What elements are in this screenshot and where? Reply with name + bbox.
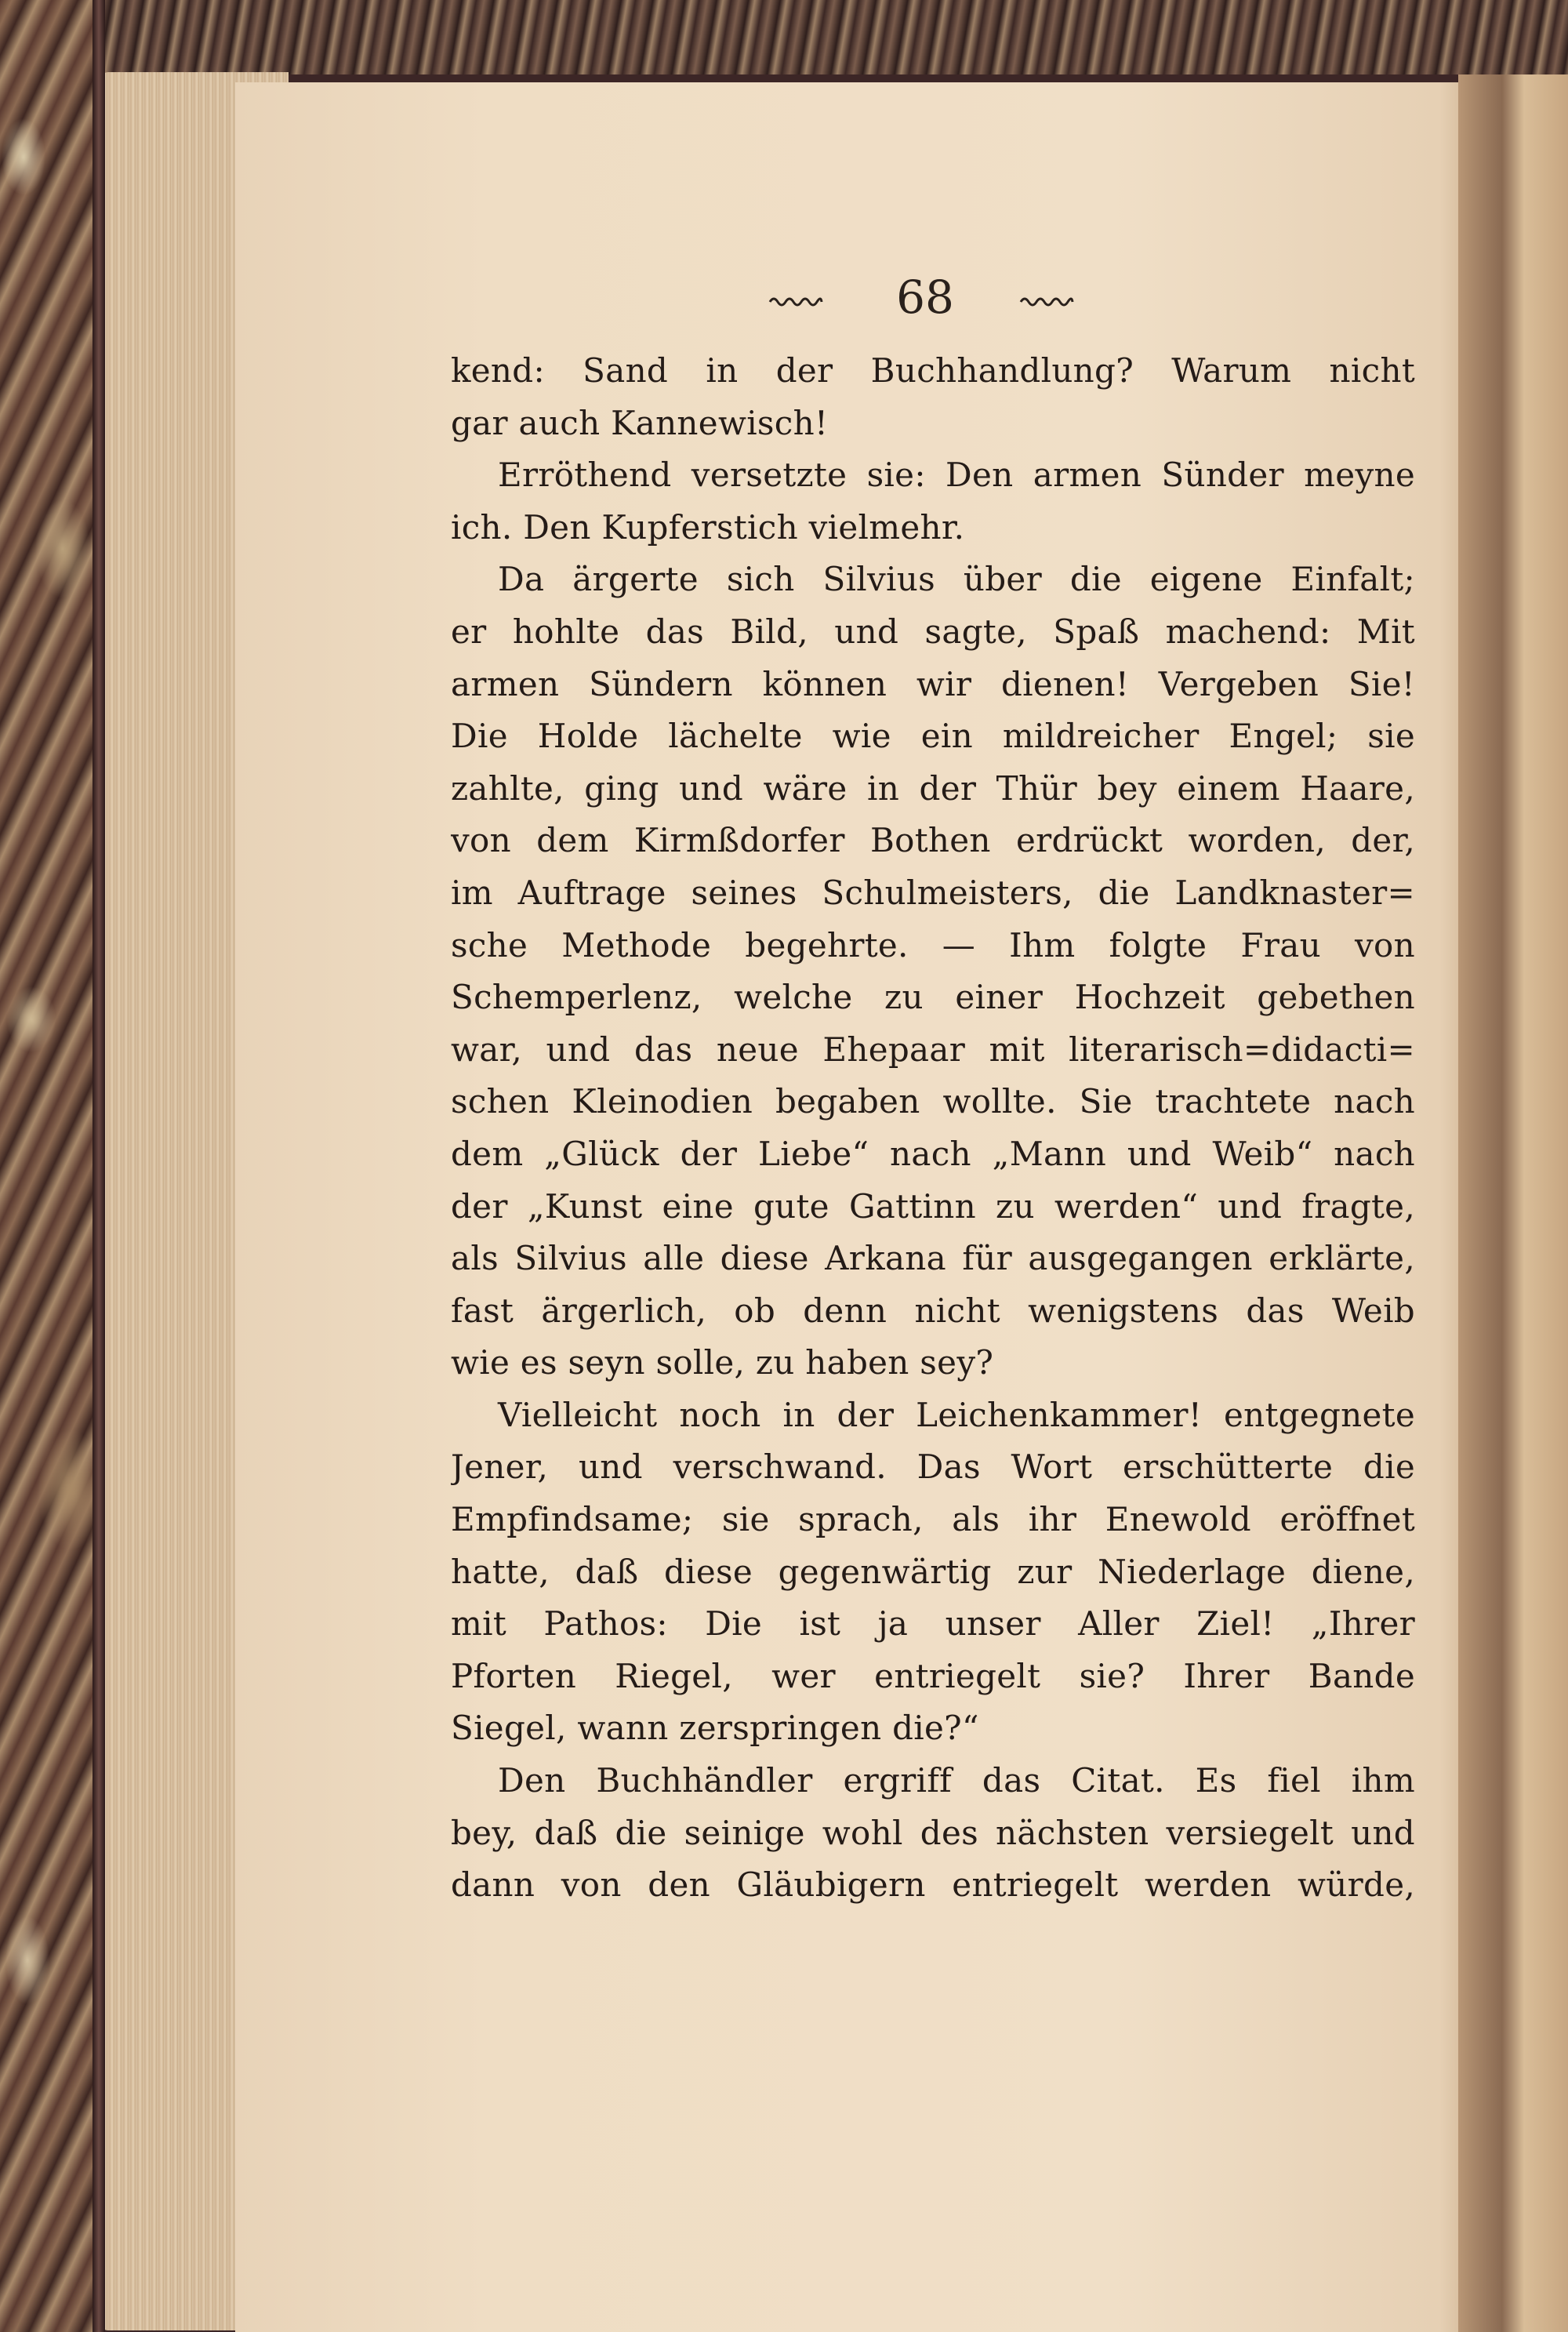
text-line: Erröthend versetzte sie: Den armen Sünder meyne	[498, 456, 1415, 495]
text-line: dem „Glück der Liebe“ nach „Mann und Weib“ nach	[451, 1134, 1415, 1173]
text-line: Schemperlenz, welche zu einer Hochzeit gebethen	[451, 978, 1415, 1017]
text-line: kend: Sand in der Buchhandlung? Warum nicht	[451, 351, 1415, 390]
opposite-cover-edge	[94, 0, 1568, 74]
page-number: 68	[896, 271, 954, 324]
text-line: mit Pathos: Die ist ja unser Aller Ziel! „Ihrer	[451, 1604, 1415, 1644]
body-text	[451, 345, 1415, 1912]
wave-ornament-left-icon	[768, 292, 823, 308]
text-line: war, und das neue Ehepaar mit literarisch=didacti=	[451, 1030, 1415, 1069]
text-line: dann von den Gläubigern entriegelt werden würde,	[451, 1865, 1415, 1905]
text-line: armen Sündern können wir dienen! Vergeben Sie!	[451, 664, 1415, 703]
text-line: im Auftrage seines Schulmeisters, die Landknaster=	[451, 873, 1415, 912]
text-line: Siegel, wann zerspringen die?“	[451, 1709, 979, 1748]
text-line: zahlte, ging und wäre in der Thür bey einem Haare,	[451, 768, 1415, 808]
text-line: schen Kleinodien begaben wollte. Sie trachtete nach	[451, 1082, 1415, 1121]
text-line: bey, daß die seinige wohl des nächsten versiegelt und	[451, 1813, 1415, 1852]
cover-spine-edge	[93, 0, 105, 2332]
text-line: Vielleicht noch in der Leichenkammer! entgegnete	[498, 1395, 1415, 1434]
page-gutter	[1458, 74, 1568, 2332]
text-line: Da ärgerte sich Silvius über die eigene Einfalt;	[498, 560, 1415, 599]
text-line: hatte, daß diese gegenwärtig zur Niederlage diene,	[451, 1552, 1415, 1591]
text-line: Den Buchhändler ergriff das Citat. Es fiel ihm	[498, 1761, 1415, 1800]
text-line: fast ärgerlich, ob denn nicht wenigstens das Weib	[451, 1291, 1415, 1330]
text-line: gar auch Kannewisch!	[451, 403, 829, 442]
marbled-cover	[0, 0, 102, 2332]
text-line: Jener, und verschwand. Das Wort erschütterte die	[451, 1448, 1415, 1487]
text-line: von dem Kirmßdorfer Bothen erdrückt worden, der,	[451, 821, 1415, 860]
text-line: der „Kunst eine gute Gattinn zu werden“ und fragte,	[451, 1186, 1415, 1226]
text-line: ich. Den Kupferstich vielmehr.	[451, 507, 965, 547]
text-line: er hohlte das Bild, und sagte, Spaß machend: Mit	[451, 612, 1415, 651]
text-line: sche Methode begehrte. — Ihm folgte Frau von	[451, 925, 1415, 964]
text-line: als Silvius alle diese Arkana für ausgegangen erklärte,	[451, 1239, 1415, 1278]
text-line: Empfindsame; sie sprach, als ihr Enewold eröffnet	[451, 1500, 1415, 1539]
text-line: Pforten Riegel, wer entriegelt sie? Ihrer Bande	[451, 1656, 1415, 1695]
text-line: wie es seyn solle, zu haben sey?	[451, 1343, 994, 1382]
wave-ornament-right-icon	[1019, 292, 1074, 308]
text-line: Die Holde lächelte wie ein mildreicher Engel; sie	[451, 717, 1415, 756]
page-header	[768, 271, 1082, 325]
